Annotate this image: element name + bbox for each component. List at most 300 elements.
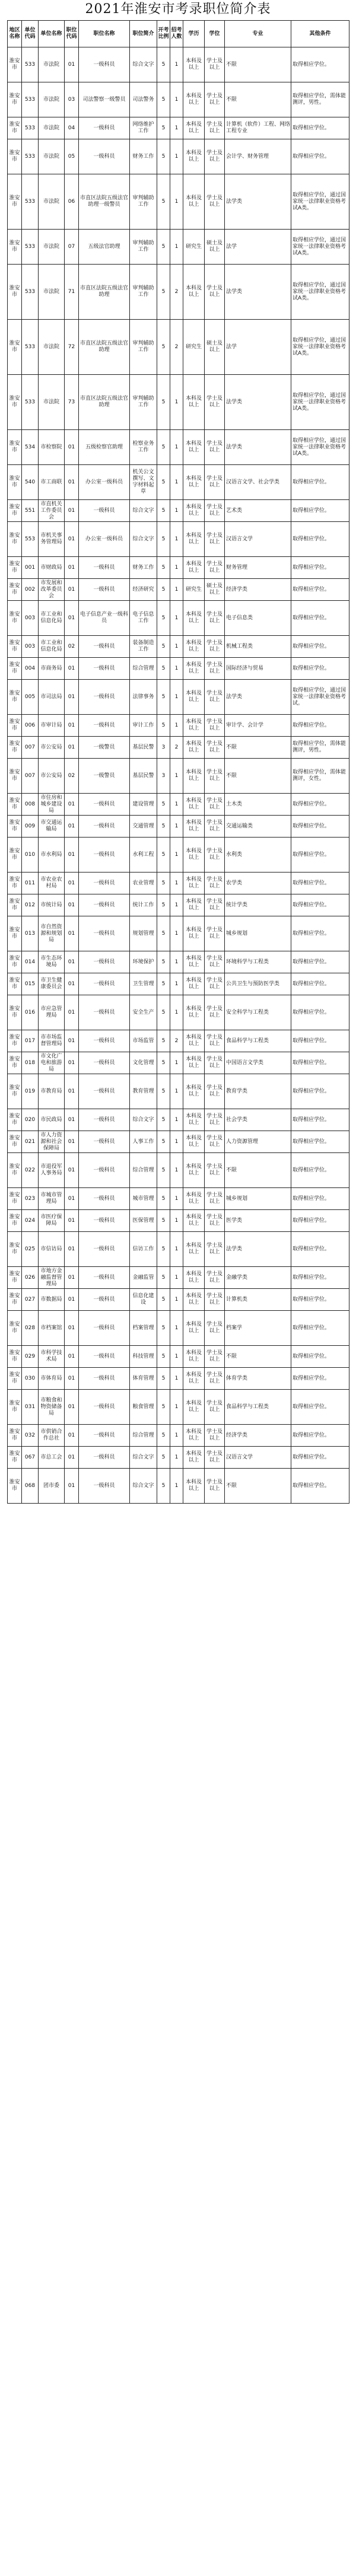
cell-major: 经济学类 [225,1425,291,1447]
cell-education: 本科及以上 [183,658,205,680]
cell-hire-count: 1 [170,47,183,82]
cell-other-conditions: 取得相应学位。 [291,1052,349,1074]
cell-major: 电子信息类 [225,601,291,636]
table-row [8,759,349,794]
cell-other-conditions: 取得相应学位。 [291,1267,349,1289]
cell-position-desc: 建设管理 [130,794,157,816]
cell-exam-ratio: 5 [157,1153,170,1188]
positions-table [7,20,349,1504]
cell-position-desc: 水利工程 [130,838,157,873]
cell-unit-name: 市工业和信息化局 [39,636,65,658]
cell-unit-name: 市医疗保障局 [39,1210,65,1232]
cell-region: 淮安市 [8,973,22,995]
cell-major: 不限 [225,47,291,82]
cell-degree: 学士及以上 [205,557,225,579]
cell-exam-ratio: 5 [157,265,170,320]
cell-position-name: 一级科员 [79,1469,130,1504]
cell-region: 淮安市 [8,430,22,465]
cell-degree: 学士及以上 [205,995,225,1030]
cell-region: 淮安市 [8,117,22,139]
cell-education: 本科及以上 [183,174,205,230]
cell-education: 本科及以上 [183,894,205,916]
cell-position-desc: 科技管理 [130,1346,157,1368]
cell-unit-name: 市农业农村局 [39,873,65,894]
cell-other-conditions: 取得相应学位。 [291,1030,349,1052]
cell-hire-count: 1 [170,1289,183,1311]
table-row [8,1030,349,1052]
cell-hire-count: 1 [170,1469,183,1504]
cell-region: 淮安市 [8,1109,22,1131]
cell-unit-name: 市法院 [39,375,65,430]
cell-position-name: 一级科员 [79,47,130,82]
cell-hire-count: 1 [170,230,183,265]
cell-degree: 学士及以上 [205,117,225,139]
cell-major: 法学类 [225,680,291,715]
cell-education: 本科及以上 [183,794,205,816]
cell-position-name: 一级科员 [79,951,130,973]
cell-degree: 学士及以上 [205,1390,225,1425]
cell-position-desc: 城市管理 [130,1188,157,1210]
table-row [8,500,349,522]
cell-exam-ratio: 5 [157,715,170,737]
cell-degree: 学士及以上 [205,1469,225,1504]
cell-education: 本科及以上 [183,1267,205,1289]
table-row [8,465,349,500]
cell-education: 本科及以上 [183,1030,205,1052]
cell-unit-code: 026 [22,1267,39,1289]
cell-degree: 学士及以上 [205,1311,225,1346]
cell-other-conditions: 取得相应学位。 [291,1346,349,1368]
cell-major: 法学 [225,320,291,375]
cell-position-name: 一级科员 [79,557,130,579]
cell-unit-code: 027 [22,1289,39,1311]
cell-position-code: 01 [65,1131,79,1153]
table-row [8,265,349,320]
cell-exam-ratio: 5 [157,1346,170,1368]
cell-hire-count: 1 [170,375,183,430]
cell-position-code: 02 [65,759,79,794]
cell-unit-name: 市地方金融监督管理局 [39,1267,65,1289]
cell-hire-count: 2 [170,1030,183,1052]
cell-position-desc: 农业管理 [130,873,157,894]
cell-major: 汉语言文学 [225,522,291,557]
cell-degree: 学士及以上 [205,465,225,500]
cell-region: 淮安市 [8,873,22,894]
cell-position-desc: 网络维护工作 [130,117,157,139]
cell-education: 研究生 [183,579,205,601]
cell-unit-name: 市供销合作总社 [39,1425,65,1447]
cell-unit-name: 市法院 [39,265,65,320]
cell-other-conditions: 取得相应学位，通过国家统一法律职业资格考试A类。 [291,430,349,465]
cell-major: 计算机类 [225,1289,291,1311]
cell-unit-code: 005 [22,680,39,715]
cell-exam-ratio: 5 [157,174,170,230]
cell-hire-count: 2 [170,320,183,375]
cell-region: 淮安市 [8,1153,22,1188]
cell-education: 本科及以上 [183,636,205,658]
cell-exam-ratio: 5 [157,47,170,82]
cell-hire-count: 1 [170,1311,183,1346]
cell-position-code: 01 [65,1346,79,1368]
table-row [8,1109,349,1131]
cell-other-conditions: 取得相应学位。 [291,973,349,995]
cell-exam-ratio: 5 [157,995,170,1030]
cell-education: 本科及以上 [183,1447,205,1469]
cell-other-conditions: 取得相应学位。 [291,1368,349,1390]
table-row [8,1289,349,1311]
cell-exam-ratio: 5 [157,916,170,951]
cell-education: 本科及以上 [183,1390,205,1425]
cell-exam-ratio: 5 [157,117,170,139]
cell-position-name: 一级警员 [79,759,130,794]
cell-position-desc: 医保管理 [130,1210,157,1232]
cell-hire-count: 1 [170,174,183,230]
cell-major: 不限 [225,759,291,794]
cell-hire-count: 1 [170,601,183,636]
cell-hire-count: 1 [170,522,183,557]
table-row [8,715,349,737]
cell-exam-ratio: 5 [157,951,170,973]
cell-hire-count: 1 [170,139,183,174]
cell-position-desc: 基层民警 [130,737,157,759]
cell-region: 淮安市 [8,1469,22,1504]
cell-position-desc: 文化管理 [130,1052,157,1074]
cell-unit-name: 市城市管理局 [39,1188,65,1210]
cell-major: 法学类 [225,375,291,430]
cell-position-desc: 审判辅助工作 [130,174,157,230]
cell-position-code: 01 [65,1289,79,1311]
table-row [8,139,349,174]
cell-unit-code: 018 [22,1052,39,1074]
cell-region: 淮安市 [8,1311,22,1346]
cell-hire-count: 1 [170,873,183,894]
cell-other-conditions: 取得相应学位，通过国家统一法律职业资格考试A类。 [291,265,349,320]
column-header: 招考人数 [170,21,183,47]
cell-position-desc: 市场监管 [130,1030,157,1052]
cell-degree: 学士及以上 [205,500,225,522]
cell-exam-ratio: 5 [157,794,170,816]
cell-position-name: 一级科员 [79,1153,130,1188]
cell-exam-ratio: 5 [157,465,170,500]
table-row [8,973,349,995]
table-row [8,320,349,375]
cell-unit-name: 市总工会 [39,1447,65,1469]
cell-major: 不限 [225,737,291,759]
cell-education: 本科及以上 [183,916,205,951]
cell-position-code: 01 [65,951,79,973]
cell-major: 汉语言文学 [225,1447,291,1469]
cell-unit-name: 市水利局 [39,838,65,873]
table-row [8,1188,349,1210]
table-row [8,230,349,265]
cell-unit-code: 022 [22,1153,39,1188]
cell-education: 本科及以上 [183,1109,205,1131]
cell-position-desc: 法律事务 [130,680,157,715]
cell-position-name: 办公室一级科员 [79,465,130,500]
cell-unit-name: 市法院 [39,174,65,230]
cell-position-name: 一级科员 [79,794,130,816]
cell-degree: 学士及以上 [205,680,225,715]
cell-unit-name: 市法院 [39,117,65,139]
cell-unit-code: 533 [22,320,39,375]
cell-unit-code: 533 [22,139,39,174]
cell-hire-count: 1 [170,1232,183,1267]
cell-exam-ratio: 5 [157,894,170,916]
table-row [8,1267,349,1289]
cell-region: 淮安市 [8,1131,22,1153]
cell-position-code: 01 [65,916,79,951]
cell-position-code: 01 [65,1210,79,1232]
cell-hire-count: 1 [170,82,183,117]
cell-region: 淮安市 [8,1425,22,1447]
cell-exam-ratio: 5 [157,579,170,601]
cell-position-name: 一级科员 [79,1232,130,1267]
cell-position-code: 01 [65,1232,79,1267]
cell-position-desc: 金融监管 [130,1267,157,1289]
cell-exam-ratio: 5 [157,1109,170,1131]
cell-position-name: 一级科员 [79,1188,130,1210]
cell-other-conditions: 取得相应学位。 [291,1311,349,1346]
cell-position-code: 01 [65,1030,79,1052]
cell-position-desc: 综合文字 [130,522,157,557]
cell-unit-code: 533 [22,47,39,82]
cell-region: 淮安市 [8,1188,22,1210]
cell-unit-code: 029 [22,1346,39,1368]
cell-position-desc: 财务工作 [130,557,157,579]
table-row [8,47,349,82]
cell-position-desc: 安全生产 [130,995,157,1030]
cell-region: 淮安市 [8,1210,22,1232]
cell-education: 本科及以上 [183,1131,205,1153]
cell-hire-count: 2 [170,265,183,320]
cell-major: 交通运输类 [225,816,291,838]
cell-other-conditions: 取得相应学位。 [291,579,349,601]
cell-position-desc: 教育管理 [130,1074,157,1109]
cell-position-code: 01 [65,794,79,816]
cell-region: 淮安市 [8,1447,22,1469]
cell-unit-code: 007 [22,759,39,794]
cell-exam-ratio: 5 [157,430,170,465]
cell-unit-name: 市生态环境局 [39,951,65,973]
cell-other-conditions: 取得相应学位。 [291,601,349,636]
table-row [8,838,349,873]
cell-hire-count: 1 [170,117,183,139]
cell-unit-name: 市审计局 [39,715,65,737]
cell-unit-code: 016 [22,995,39,1030]
cell-major: 审计学、会计学 [225,715,291,737]
cell-position-name: 一级科员 [79,816,130,838]
cell-unit-name: 市法院 [39,230,65,265]
cell-education: 本科及以上 [183,500,205,522]
cell-unit-name: 市市场监督管理局 [39,1030,65,1052]
column-header: 学位 [205,21,225,47]
cell-other-conditions: 取得相应学位。 [291,1131,349,1153]
cell-unit-code: 021 [22,1131,39,1153]
cell-position-code: 04 [65,117,79,139]
cell-exam-ratio: 5 [157,838,170,873]
cell-position-name: 一级科员 [79,579,130,601]
cell-position-code: 01 [65,601,79,636]
cell-education: 本科及以上 [183,1469,205,1504]
cell-position-code: 01 [65,1390,79,1425]
cell-position-code: 01 [65,680,79,715]
cell-major: 法学类 [225,174,291,230]
cell-hire-count: 2 [170,737,183,759]
cell-position-code: 01 [65,973,79,995]
cell-exam-ratio: 5 [157,680,170,715]
table-body [8,47,349,1504]
cell-education: 研究生 [183,320,205,375]
cell-position-code: 01 [65,1267,79,1289]
cell-unit-code: 534 [22,430,39,465]
cell-region: 淮安市 [8,816,22,838]
cell-exam-ratio: 5 [157,658,170,680]
cell-position-code: 01 [65,1074,79,1109]
table-row [8,1469,349,1504]
cell-exam-ratio: 5 [157,601,170,636]
cell-position-desc: 审计工作 [130,715,157,737]
cell-position-name: 一级科员 [79,1030,130,1052]
cell-other-conditions: 取得相应学位。 [291,816,349,838]
cell-region: 淮安市 [8,658,22,680]
cell-degree: 学士及以上 [205,1289,225,1311]
cell-major: 机械工程类 [225,636,291,658]
cell-degree: 学士及以上 [205,522,225,557]
cell-position-desc: 综合文字 [130,1447,157,1469]
cell-exam-ratio: 5 [157,82,170,117]
cell-education: 本科及以上 [183,1368,205,1390]
cell-degree: 学士及以上 [205,1447,225,1469]
cell-education: 本科及以上 [183,838,205,873]
cell-position-name: 办公室一级科员 [79,522,130,557]
cell-region: 淮安市 [8,715,22,737]
cell-other-conditions: 取得相应学位。 [291,1447,349,1469]
cell-unit-code: 024 [22,1210,39,1232]
cell-major: 城乡规划 [225,916,291,951]
cell-hire-count: 1 [170,500,183,522]
cell-major: 法学类 [225,265,291,320]
cell-position-name: 一级科员 [79,873,130,894]
cell-hire-count: 1 [170,636,183,658]
cell-position-code: 01 [65,1425,79,1447]
table-row [8,1153,349,1188]
cell-hire-count: 1 [170,1109,183,1131]
cell-major: 计算机（软件）工程、网络工程专业 [225,117,291,139]
cell-unit-name: 市档案馆 [39,1311,65,1346]
cell-education: 本科及以上 [183,759,205,794]
cell-position-code: 07 [65,230,79,265]
cell-region: 淮安市 [8,82,22,117]
cell-position-code: 71 [65,265,79,320]
cell-degree: 学士及以上 [205,375,225,430]
cell-major: 统计学类 [225,894,291,916]
cell-position-desc: 司法警务 [130,82,157,117]
cell-unit-name: 市应急管理局 [39,995,65,1030]
column-header: 学历 [183,21,205,47]
cell-education: 本科及以上 [183,522,205,557]
cell-position-code: 01 [65,737,79,759]
cell-position-code: 01 [65,430,79,465]
cell-other-conditions: 取得相应学位。 [291,838,349,873]
cell-education: 本科及以上 [183,375,205,430]
cell-unit-code: 030 [22,1368,39,1390]
cell-region: 淮安市 [8,557,22,579]
cell-other-conditions: 取得相应学位。 [291,557,349,579]
cell-exam-ratio: 5 [157,1289,170,1311]
cell-other-conditions: 取得相应学位，通过国家统一法律职业资格考试A类。 [291,375,349,430]
cell-education: 本科及以上 [183,680,205,715]
cell-hire-count: 1 [170,973,183,995]
cell-position-name: 一级科员 [79,973,130,995]
cell-degree: 学士及以上 [205,265,225,320]
cell-position-code: 01 [65,500,79,522]
cell-region: 淮安市 [8,465,22,500]
cell-degree: 学士及以上 [205,951,225,973]
cell-region: 淮安市 [8,139,22,174]
table-row [8,117,349,139]
cell-region: 淮安市 [8,759,22,794]
cell-position-name: 一级科员 [79,139,130,174]
cell-position-name: 一级科员 [79,1447,130,1469]
cell-position-desc: 检察业务工作 [130,430,157,465]
cell-unit-code: 551 [22,500,39,522]
cell-unit-name: 市检察院 [39,430,65,465]
cell-major: 体育学类 [225,1368,291,1390]
cell-position-code: 01 [65,1188,79,1210]
cell-major: 不限 [225,82,291,117]
cell-position-name: 一级科员 [79,1074,130,1109]
cell-hire-count: 1 [170,1052,183,1074]
cell-position-desc: 装备制造工作 [130,636,157,658]
cell-hire-count: 1 [170,1131,183,1153]
cell-unit-name: 市文化广电和旅游局 [39,1052,65,1074]
cell-major: 社会学类 [225,1109,291,1131]
cell-other-conditions: 取得相应学位。 [291,139,349,174]
cell-unit-code: 067 [22,1447,39,1469]
cell-major: 教育学类 [225,1074,291,1109]
cell-major: 经济学类 [225,579,291,601]
table-row [8,873,349,894]
cell-region: 淮安市 [8,636,22,658]
cell-unit-name: 市人力资源和社会保障局 [39,1131,65,1153]
table-row [8,636,349,658]
cell-major: 法学类 [225,430,291,465]
cell-major: 城乡规划 [225,1188,291,1210]
cell-position-name: 一级科员 [79,1390,130,1425]
cell-education: 本科及以上 [183,265,205,320]
cell-unit-name: 市发展和改革委员会 [39,579,65,601]
cell-degree: 学士及以上 [205,1267,225,1289]
cell-position-code: 01 [65,465,79,500]
cell-unit-code: 533 [22,265,39,320]
cell-unit-name: 市住房和城乡建设局 [39,794,65,816]
cell-position-code: 01 [65,894,79,916]
cell-position-name: 五级检察官助理 [79,430,130,465]
cell-degree: 硕士及以上 [205,320,225,375]
cell-education: 本科及以上 [183,1052,205,1074]
cell-position-name: 一级科员 [79,1425,130,1447]
cell-other-conditions: 取得相应学位。 [291,1425,349,1447]
cell-region: 淮安市 [8,1030,22,1052]
cell-position-name: 市直区法院五级法官助理 [79,320,130,375]
cell-unit-name: 市民政局 [39,1109,65,1131]
cell-unit-name: 市数据局 [39,1289,65,1311]
cell-position-desc: 交通管理 [130,816,157,838]
document-title: 2021年淮安市考录职位简介表 [85,2,271,17]
cell-major: 水利类 [225,838,291,873]
table-row [8,1210,349,1232]
cell-other-conditions: 取得相应学位。 [291,1232,349,1267]
